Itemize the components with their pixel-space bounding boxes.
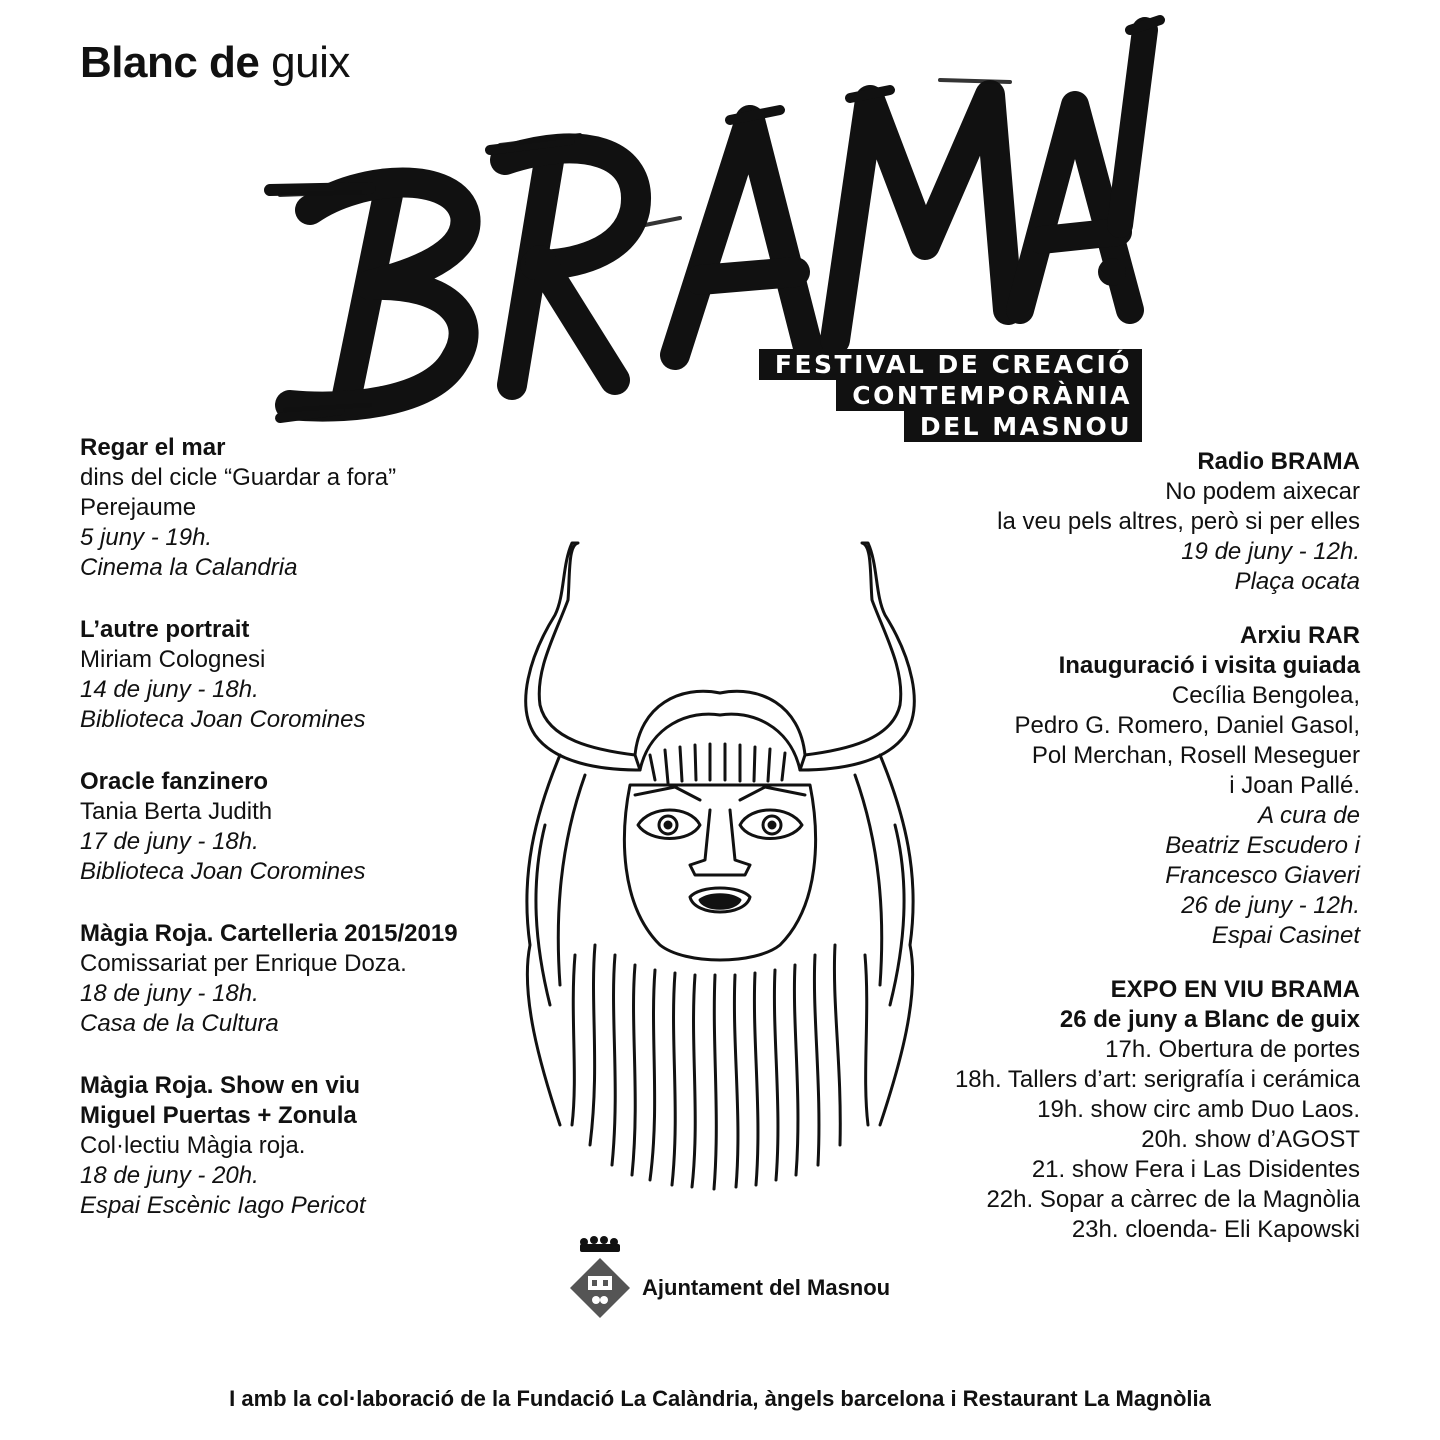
event-curator: Francesco Giaveri [1165,862,1360,889]
beard [572,945,868,1189]
event-curator: Beatriz Escudero i [1165,832,1360,859]
hair-left [527,755,585,1125]
event-line: la veu pels altres, però si per elles [997,508,1360,535]
face [624,785,815,960]
schedule-item: 22h. Sopar a càrrec de la Magnòlia [986,1186,1360,1213]
left-horn [526,543,640,770]
event-subtitle: Miguel Puertas + Zonula [80,1102,357,1129]
event-artist: Tania Berta Judith [80,798,273,825]
event-artist: Perejaume [80,494,197,521]
event-title: Arxiu RAR [1239,622,1360,649]
logo-letter-a [675,110,810,355]
event-date: 18 de juny - 20h. [80,1162,259,1189]
event-artist: Pol Merchan, Rosell Meseguer [1031,742,1360,769]
event-line: No podem aixecar [1165,478,1360,505]
event-date: 14 de juny - 18h. [80,676,259,703]
event-artist: i Joan Pallé. [1229,772,1360,799]
event-artist: Pedro G. Romero, Daniel Gasol, [1014,712,1360,739]
event-title: L’autre portrait [80,616,250,643]
event-arxiu-rar [880,621,1360,951]
event-curator: Comissariat per Enrique Doza. [80,950,407,977]
organizer-light: guix [271,38,350,87]
schedule-item: 19h. show circ amb Duo Laos. [1037,1096,1360,1123]
event-title: Radio BRAMA [1197,448,1360,475]
head-crown [635,691,805,755]
event-date: 26 de juny - 12h. [1181,892,1360,919]
festival-tagline [759,349,1142,442]
event-title: Màgia Roja. Show en viu [80,1072,361,1099]
event-venue: Cinema la Calandria [80,554,298,581]
schedule-item: 17h. Obertura de portes [1105,1036,1360,1063]
event-magia-roja-show [80,1071,510,1221]
event-magia-roja-cartelleria [80,919,510,1039]
logo-exclamation [1120,20,1160,225]
event-date: 18 de juny - 18h. [80,980,259,1007]
event-venue: Espai Escènic Iago Pericot [80,1192,366,1219]
event-date: 5 juny - 19h. [80,524,213,551]
right-horn [800,543,914,770]
event-curator: A cura de [1258,802,1360,829]
event-subtitle: Inauguració i visita guiada [1058,652,1360,679]
organizer-bold: Blanc de [80,38,260,87]
sponsor-name: Ajuntament del Masnou [642,1275,891,1300]
schedule-item: 18h. Tallers d’art: serigrafía i cerámica [954,1066,1360,1093]
event-title: Regar el mar [80,434,226,461]
tagline-line: CONTEMPORÀNIA [836,380,1142,411]
logo-exclamation-dot [1098,258,1126,286]
logo-letter-m [835,90,1008,340]
event-title: Màgia Roja. Cartelleria 2015/2019 [80,920,458,947]
collaboration-credits: I amb la col·laboració de la Fundació La Calàndria, àngels barcelona i Restaurant La Magnòlia [229,1386,1211,1411]
event-venue: Plaça ocata [1234,568,1360,595]
tagline-line: FESTIVAL DE CREACIÓ [759,349,1142,380]
event-artist: Col·lectiu Màgia roja. [80,1132,306,1159]
event-date: 19 de juny - 12h. [1181,538,1360,565]
event-artist: Miriam Colognesi [80,646,266,673]
event-date: 17 de juny - 18h. [80,828,259,855]
event-venue: Espai Casinet [1211,922,1360,949]
hair-right [855,755,913,1125]
event-venue: Biblioteca Joan Coromines [80,858,366,885]
logo-letter-b [270,183,466,419]
event-title: Oracle fanzinero [80,768,269,795]
event-subtitle: 26 de juny a Blanc de guix [1059,1006,1360,1033]
event-line: dins del cicle “Guardar a fora” [80,464,397,491]
event-radio-brama [880,447,1360,597]
horned-mask-icon [500,525,940,1195]
logo-letter-r [490,140,636,385]
event-lautre-portrait [80,615,510,735]
event-venue: Biblioteca Joan Coromines [80,706,366,733]
event-expo-en-viu [880,975,1360,1245]
schedule-item: 23h. cloenda- Eli Kapowski [1071,1216,1360,1243]
event-artist: Cecília Bengolea, [1171,682,1360,709]
event-venue: Casa de la Cultura [80,1010,279,1037]
left-event-list [80,433,510,1253]
schedule-item: 20h. show d’AGOST [1141,1126,1360,1153]
schedule-item: 21. show Fera i Las Disidentes [1031,1156,1360,1183]
tagline-line: DEL MASNOU [904,411,1142,442]
event-regar-el-mar [80,433,510,583]
event-oracle-fanzinero [80,767,510,887]
event-title: EXPO EN VIU BRAMA [1110,976,1360,1003]
right-event-list [880,447,1360,1269]
